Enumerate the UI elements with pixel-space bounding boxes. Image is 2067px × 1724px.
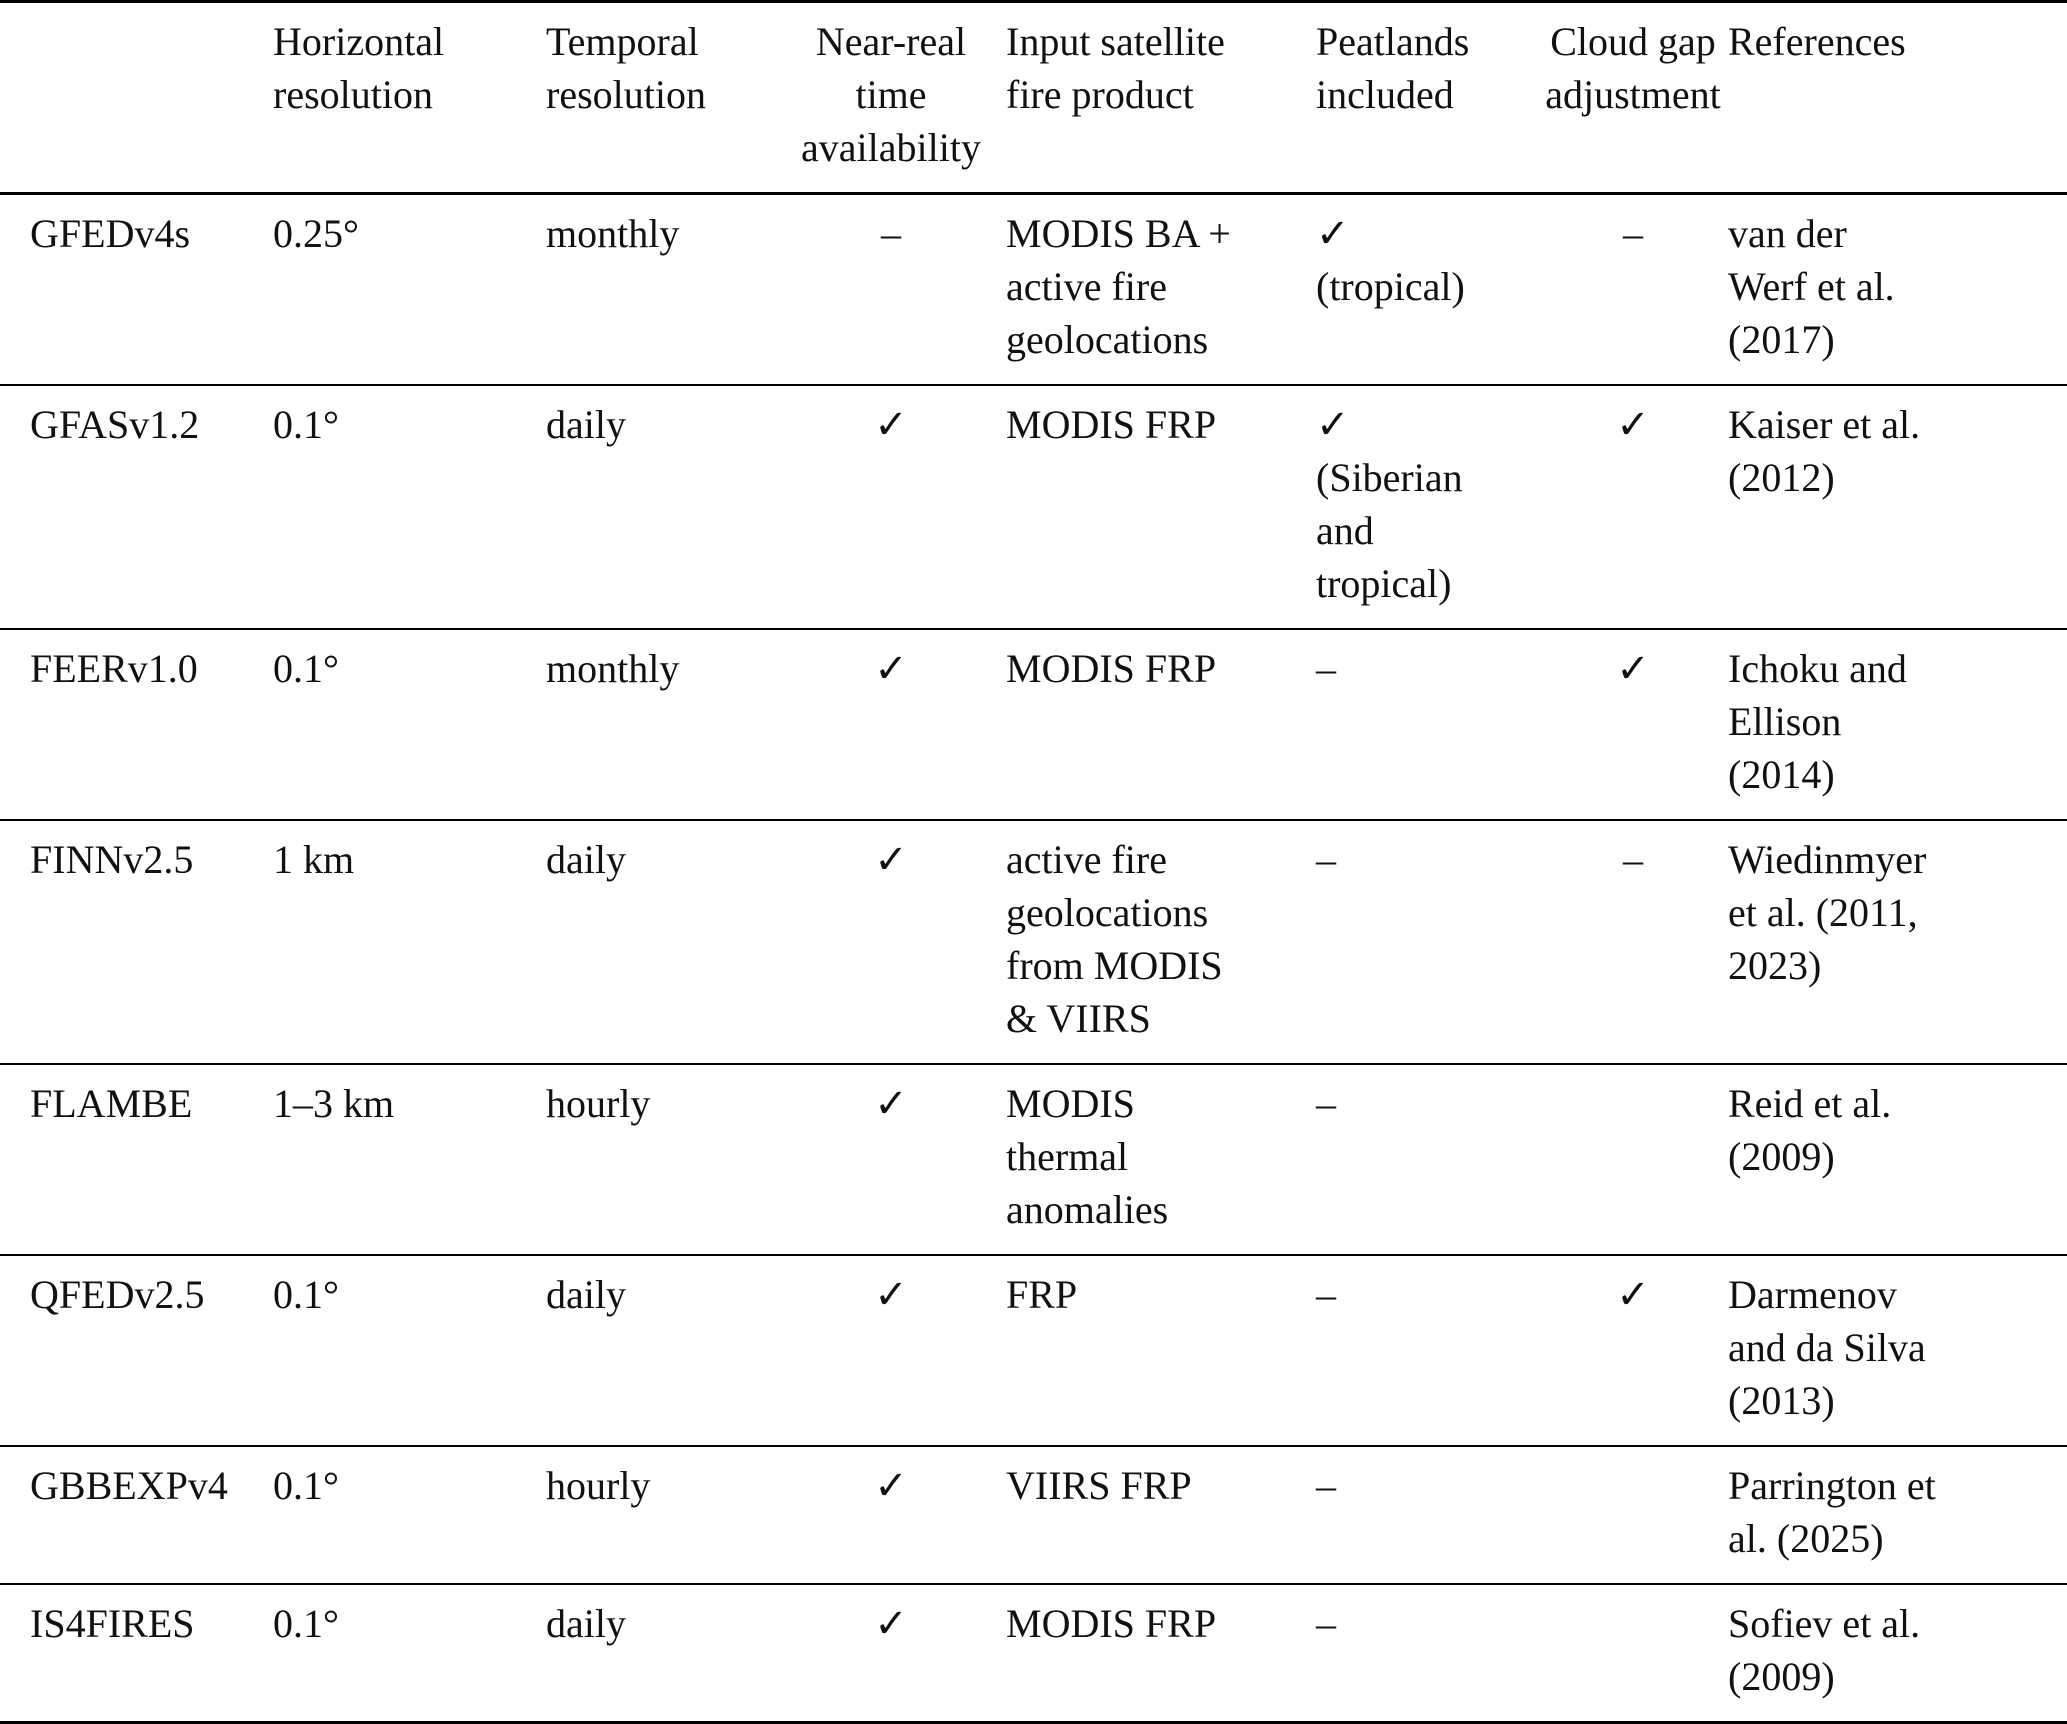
near-real-time: ✓	[874, 837, 908, 882]
temporal-resolution: daily	[546, 1272, 626, 1317]
input-product: VIIRS FRP	[1006, 1463, 1192, 1508]
table-row	[0, 1255, 2067, 1446]
near-real-time: ✓	[874, 1272, 908, 1317]
peatlands: ✓ (Siberian and tropical)	[1316, 402, 1463, 606]
table-row	[0, 1064, 2067, 1255]
peatlands: –	[1316, 1601, 1336, 1646]
input-product: FRP	[1006, 1272, 1078, 1317]
cloud-gap: –	[1623, 211, 1643, 256]
table-row	[0, 820, 2067, 1064]
input-product: MODIS FRP	[1006, 402, 1217, 447]
product-name: GBBEXPv4	[30, 1463, 228, 1508]
horizontal-resolution: 1 km	[273, 837, 355, 882]
cloud-gap	[1538, 1446, 1728, 1584]
header-references: References	[1728, 19, 1906, 64]
near-real-time: ✓	[874, 402, 908, 447]
header-peatlands: Peatlands included	[1316, 19, 1470, 117]
product-name: QFEDv2.5	[30, 1272, 205, 1317]
reference: Sofiev et al. (2009)	[1728, 1601, 1921, 1699]
product-name: FEERv1.0	[30, 646, 198, 691]
peatlands: –	[1316, 1272, 1336, 1317]
cloud-gap: –	[1623, 837, 1643, 882]
near-real-time: ✓	[874, 1601, 908, 1646]
cloud-gap	[1538, 1584, 1728, 1723]
near-real-time: –	[881, 211, 901, 256]
header-input-product: Input satellite fire product	[1006, 19, 1225, 117]
horizontal-resolution: 0.1°	[273, 1272, 339, 1317]
reference: Kaiser et al. (2012)	[1728, 402, 1921, 500]
cloud-gap	[1538, 1064, 1728, 1255]
peatlands: –	[1316, 1463, 1336, 1508]
product-name: FINNv2.5	[30, 837, 194, 882]
table-row	[0, 629, 2067, 820]
near-real-time: ✓	[874, 1463, 908, 1508]
temporal-resolution: daily	[546, 1601, 626, 1646]
product-name: IS4FIRES	[30, 1601, 195, 1646]
horizontal-resolution: 0.25°	[273, 211, 359, 256]
table-header-row	[0, 2, 2067, 194]
header-horizontal-resolution: Horizontal resolution	[273, 19, 445, 117]
product-name: FLAMBE	[30, 1081, 193, 1126]
near-real-time: ✓	[874, 646, 908, 691]
near-real-time: ✓	[874, 1081, 908, 1126]
input-product: active fire geolocations from MODIS & VIIRS	[1006, 837, 1223, 1041]
table-row	[0, 1446, 2067, 1584]
reference: Reid et al. (2009)	[1728, 1081, 1892, 1179]
temporal-resolution: daily	[546, 402, 626, 447]
table-row	[0, 385, 2067, 629]
header-product	[0, 2, 273, 194]
table-row	[0, 1584, 2067, 1723]
horizontal-resolution: 0.1°	[273, 1601, 339, 1646]
peatlands: –	[1316, 1081, 1336, 1126]
input-product: MODIS BA + active fire geolocations	[1006, 211, 1231, 362]
product-name: GFEDv4s	[30, 211, 191, 256]
header-temporal-resolution: Temporal resolution	[546, 19, 706, 117]
reference: Ichoku and Ellison (2014)	[1728, 646, 1907, 797]
temporal-resolution: hourly	[546, 1081, 651, 1126]
horizontal-resolution: 0.1°	[273, 1463, 339, 1508]
temporal-resolution: hourly	[546, 1463, 651, 1508]
input-product: MODIS FRP	[1006, 646, 1217, 691]
product-name: GFASv1.2	[30, 402, 200, 447]
reference: van der Werf et al. (2017)	[1728, 211, 1895, 362]
input-product: MODIS FRP	[1006, 1601, 1217, 1646]
temporal-resolution: monthly	[546, 646, 680, 691]
header-cloud-gap: Cloud gap adjustment	[1545, 19, 1721, 117]
temporal-resolution: daily	[546, 837, 626, 882]
input-product: MODIS thermal anomalies	[1006, 1081, 1169, 1232]
temporal-resolution: monthly	[546, 211, 680, 256]
peatlands: –	[1316, 646, 1336, 691]
table-row	[0, 194, 2067, 386]
cloud-gap: ✓	[1616, 1272, 1650, 1317]
reference: Darmenov and da Silva (2013)	[1728, 1272, 1926, 1423]
header-near-real-time: Near-real time availability	[801, 19, 981, 170]
peatlands: –	[1316, 837, 1336, 882]
horizontal-resolution: 0.1°	[273, 646, 339, 691]
horizontal-resolution: 1–3 km	[273, 1081, 395, 1126]
reference: Wiedinmyer et al. (2011, 2023)	[1728, 837, 1927, 988]
reference: Parrington et al. (2025)	[1728, 1463, 1936, 1561]
peatlands: ✓ (tropical)	[1316, 211, 1465, 309]
horizontal-resolution: 0.1°	[273, 402, 339, 447]
cloud-gap: ✓	[1616, 402, 1650, 447]
cloud-gap: ✓	[1616, 646, 1650, 691]
